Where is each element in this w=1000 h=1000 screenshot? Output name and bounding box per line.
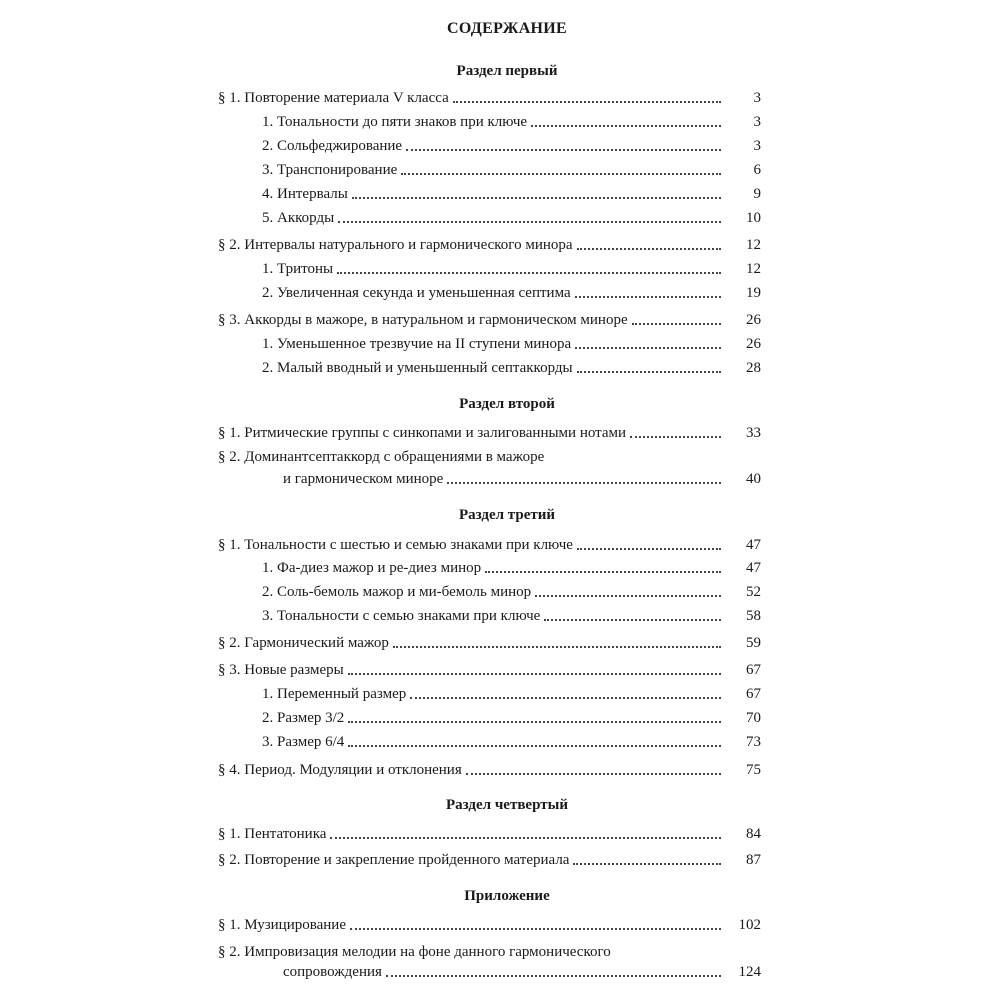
toc-entry-page: 124	[738, 964, 761, 980]
leader-dots	[632, 323, 721, 325]
toc-entry-label: § 3. Аккорды в мажоре, в натуральном и гармоническом миноре	[218, 312, 628, 328]
toc-entry-label: 2. Сольфеджирование	[262, 138, 403, 154]
toc-entry-page: 33	[746, 425, 761, 441]
section-heading: Раздел второй	[459, 396, 555, 412]
toc-entry-label: и гармоническом миноре	[283, 471, 444, 487]
toc-entry-page: 9	[753, 186, 761, 202]
toc-entry-label: 2. Увеличенная секунда и уменьшенная септима	[262, 285, 571, 301]
toc-entry[interactable]	[218, 821, 761, 843]
toc-entry-page: 102	[738, 917, 761, 933]
toc-entry-label: § 2. Гармонический мажор	[218, 635, 389, 651]
section-heading: Раздел четвертый	[446, 797, 568, 813]
toc-entry-label: § 1. Тональности с шестью и семью знаками при ключе	[218, 537, 573, 553]
toc-entry-page: 12	[746, 261, 761, 277]
leader-dots	[577, 371, 721, 373]
toc-entry-label: 3. Тональности с семью знаками при ключе	[262, 608, 541, 624]
toc-entry-page: 12	[746, 237, 761, 253]
toc-entry-label: § 4. Период. Модуляции и отклонения	[218, 762, 462, 778]
toc-entry-page: 67	[746, 662, 761, 678]
leader-dots	[573, 863, 721, 865]
toc-entry-page: 59	[746, 635, 761, 651]
toc-entry-page: 19	[746, 285, 761, 301]
leader-dots	[485, 571, 721, 573]
toc-entry-page: 26	[746, 312, 761, 328]
leader-dots	[401, 173, 721, 175]
toc-entry-page: 67	[746, 686, 761, 702]
toc-entry[interactable]	[218, 85, 761, 107]
leader-dots	[348, 673, 721, 675]
toc-entry-label: 1. Фа-диез мажор и ре-диез минор	[262, 560, 482, 576]
leader-dots	[577, 248, 721, 250]
toc-entry-label: 2. Малый вводный и уменьшенный септаккорды	[262, 360, 573, 376]
toc-entry[interactable]	[218, 420, 761, 442]
toc-entry-label: сопровождения	[283, 964, 382, 980]
toc-entry-label: 1. Тритоны	[262, 261, 334, 277]
toc-entry[interactable]	[262, 205, 761, 227]
toc-entry-label: 1. Тональности до пяти знаков при ключе	[262, 114, 528, 130]
leader-dots	[348, 745, 721, 747]
toc-entry[interactable]	[262, 256, 761, 278]
leader-dots	[350, 928, 721, 930]
leader-dots	[386, 975, 721, 977]
leader-dots	[352, 197, 721, 199]
toc-entry-page: 73	[746, 734, 761, 750]
toc-entry-page: 70	[746, 710, 761, 726]
leader-dots	[466, 773, 721, 775]
toc-entry-label: § 1. Ритмические группы с синкопами и залигованными нотами	[218, 425, 627, 441]
toc-entry[interactable]	[218, 912, 761, 934]
leader-dots	[393, 646, 721, 648]
leader-dots	[330, 837, 721, 839]
toc-entry-page: 28	[746, 360, 761, 376]
toc-entry-label: § 2. Интервалы натурального и гармонического минора	[218, 237, 573, 253]
toc-entry-page: 10	[746, 210, 761, 226]
toc-entry[interactable]	[283, 466, 761, 488]
toc-entry-label: § 2. Повторение и закрепление пройденного материала	[218, 852, 570, 868]
toc-entry[interactable]	[262, 603, 761, 625]
leader-dots	[406, 149, 721, 151]
toc-entry-label: 2. Соль-бемоль мажор и ми-бемоль минор	[262, 584, 532, 600]
page-title: СОДЕРЖАНИЕ	[446, 20, 568, 37]
toc-entry-label: 3. Транспонирование	[262, 162, 398, 178]
toc-entry-page: 6	[753, 162, 761, 178]
toc-entry-label: § 1. Музицирование	[218, 917, 346, 933]
toc-entry-label-line1: § 2. Импровизация мелодии на фоне данного гармонического	[218, 944, 611, 960]
toc-entry-page: 84	[746, 826, 761, 842]
toc-entry-page: 52	[746, 584, 761, 600]
toc-entry[interactable]	[218, 307, 761, 329]
leader-dots	[447, 482, 721, 484]
toc-entry[interactable]	[218, 232, 761, 254]
toc-entry[interactable]	[218, 630, 761, 652]
toc-entry[interactable]	[218, 657, 761, 679]
toc-entry-label: § 1. Пентатоника	[218, 826, 327, 842]
toc-entry[interactable]	[262, 579, 761, 601]
leader-dots	[630, 436, 721, 438]
toc-entry[interactable]	[218, 757, 761, 779]
leader-dots	[535, 595, 721, 597]
toc-entry-page: 40	[746, 471, 761, 487]
leader-dots	[575, 296, 721, 298]
leader-dots	[453, 101, 721, 103]
toc-entry-label: 2. Размер 3/2	[262, 710, 345, 726]
toc-entry[interactable]	[262, 133, 761, 155]
leader-dots	[575, 347, 721, 349]
toc-entry-page: 47	[746, 560, 761, 576]
leader-dots	[337, 272, 721, 274]
toc-entry[interactable]	[262, 280, 761, 302]
toc-entry[interactable]	[283, 959, 761, 981]
toc-entry[interactable]	[218, 532, 761, 554]
toc-entry-page: 3	[753, 90, 761, 106]
toc-entry-page: 3	[753, 114, 761, 130]
toc-entry-page: 26	[746, 336, 761, 352]
toc-entry-page: 87	[746, 852, 761, 868]
toc-entry-page: 58	[746, 608, 761, 624]
leader-dots	[338, 221, 721, 223]
toc-entry-label-line1: § 2. Доминантсептаккорд с обращениями в мажоре	[218, 449, 545, 465]
toc-entry[interactable]	[262, 705, 761, 727]
leader-dots	[348, 721, 721, 723]
leader-dots	[531, 125, 721, 127]
leader-dots	[544, 619, 721, 621]
toc-entry-label: § 3. Новые размеры	[218, 662, 344, 678]
toc-entry[interactable]	[262, 555, 761, 577]
toc-entry-label: 4. Интервалы	[262, 186, 348, 202]
toc-entry-page: 3	[753, 138, 761, 154]
toc-entry[interactable]	[262, 355, 761, 377]
toc-entry-page: 75	[746, 762, 761, 778]
toc-entry[interactable]	[262, 729, 761, 751]
section-heading: Приложение	[464, 888, 550, 904]
toc-entry-label: 3. Размер 6/4	[262, 734, 345, 750]
toc-entry-label: 1. Уменьшенное трезвучие на II ступени минора	[262, 336, 572, 352]
toc-entry-label: 1. Переменный размер	[262, 686, 407, 702]
toc-entry[interactable]	[218, 847, 761, 869]
toc-entry[interactable]	[262, 157, 761, 179]
toc-entry[interactable]	[262, 181, 761, 203]
toc-entry[interactable]	[262, 331, 761, 353]
leader-dots	[577, 548, 721, 550]
toc-entry[interactable]	[262, 109, 761, 131]
leader-dots	[410, 697, 721, 699]
toc-entry-page: 47	[746, 537, 761, 553]
section-heading: Раздел первый	[456, 63, 558, 79]
section-heading: Раздел третий	[458, 507, 556, 523]
toc-entry-label: § 1. Повторение материала V класса	[218, 90, 449, 106]
toc-entry[interactable]	[262, 681, 761, 703]
toc-entry-label: 5. Аккорды	[262, 210, 335, 226]
